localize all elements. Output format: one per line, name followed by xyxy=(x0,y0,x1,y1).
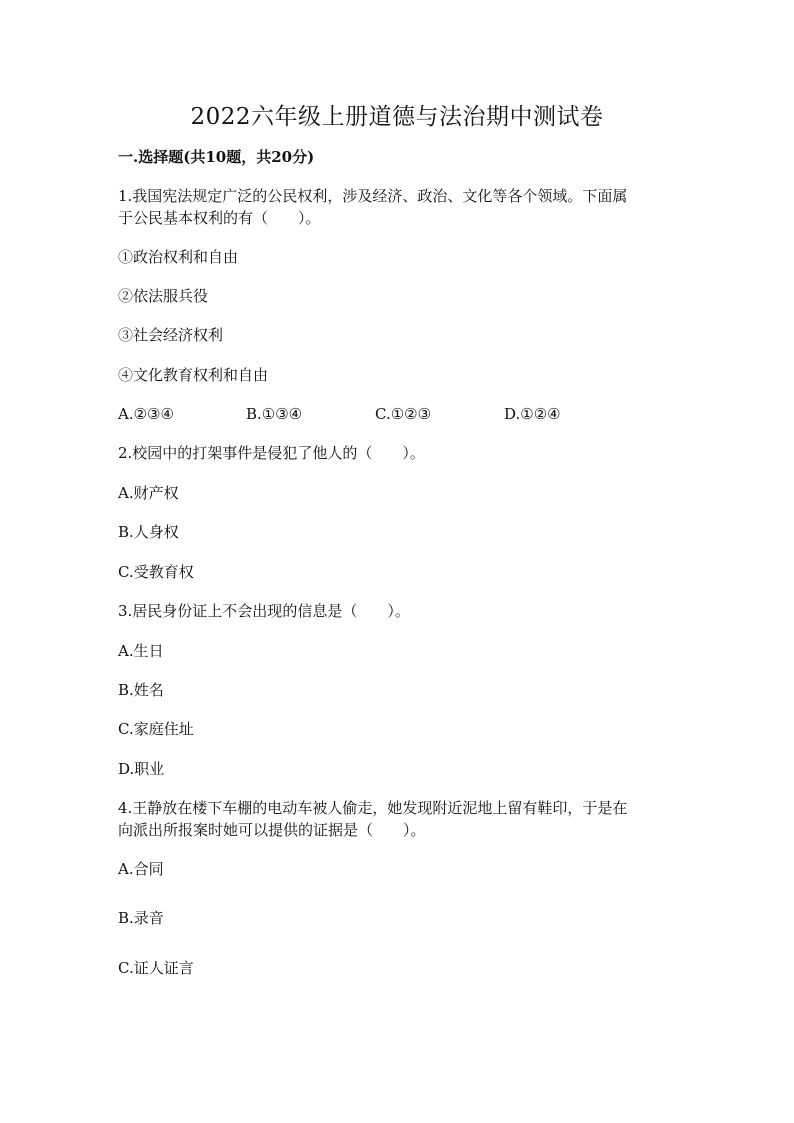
question-3-option-d[interactable]: D.职业 xyxy=(118,760,165,778)
question-4-option-c[interactable]: C.证人证言 xyxy=(118,959,194,977)
question-3-option-a[interactable]: A.生日 xyxy=(118,642,164,660)
question-1-item: ①政治权利和自由 xyxy=(118,248,239,266)
question-3-stem: 3.居民身份证上不会出现的信息是（ ）。 xyxy=(118,602,410,620)
question-3-option-c[interactable]: C.家庭住址 xyxy=(118,720,194,738)
section-heading: 一.选择题(共10题，共20分) xyxy=(118,148,315,166)
question-1-option-c[interactable]: C.①②③ xyxy=(375,405,432,423)
question-1-option-a[interactable]: A.②③④ xyxy=(118,405,174,423)
question-1-option-d[interactable]: D.①②④ xyxy=(504,405,561,423)
question-3-option-b[interactable]: B.姓名 xyxy=(118,681,164,699)
question-4-option-b[interactable]: B.录音 xyxy=(118,909,164,927)
question-4-stem-line1: 4.王静放在楼下车棚的电动车被人偷走，她发现附近泥地上留有鞋印，于是在 xyxy=(118,799,628,817)
question-2-option-a[interactable]: A.财产权 xyxy=(118,484,179,502)
question-2-option-b[interactable]: B.人身权 xyxy=(118,523,179,541)
question-1-stem-line1: 1.我国宪法规定广泛的公民权利，涉及经济、政治、文化等各个领域。下面属 xyxy=(118,187,628,205)
question-2-option-c[interactable]: C.受教育权 xyxy=(118,563,194,581)
question-4-option-a[interactable]: A.合同 xyxy=(118,860,164,878)
question-1-option-b[interactable]: B.①③④ xyxy=(246,405,303,423)
question-1-item: ③社会经济权利 xyxy=(118,326,224,344)
question-1-item: ④文化教育权利和自由 xyxy=(118,366,269,384)
question-1-item: ②依法服兵役 xyxy=(118,287,209,305)
page-title: 2022六年级上册道德与法治期中测试卷 xyxy=(190,104,604,130)
question-2-stem: 2.校园中的打架事件是侵犯了他人的（ ）。 xyxy=(118,444,425,462)
question-4-stem-line2: 向派出所报案时她可以提供的证据是（ ）。 xyxy=(118,821,426,839)
question-1-stem-line2: 于公民基本权利的有（ ）。 xyxy=(118,209,321,227)
